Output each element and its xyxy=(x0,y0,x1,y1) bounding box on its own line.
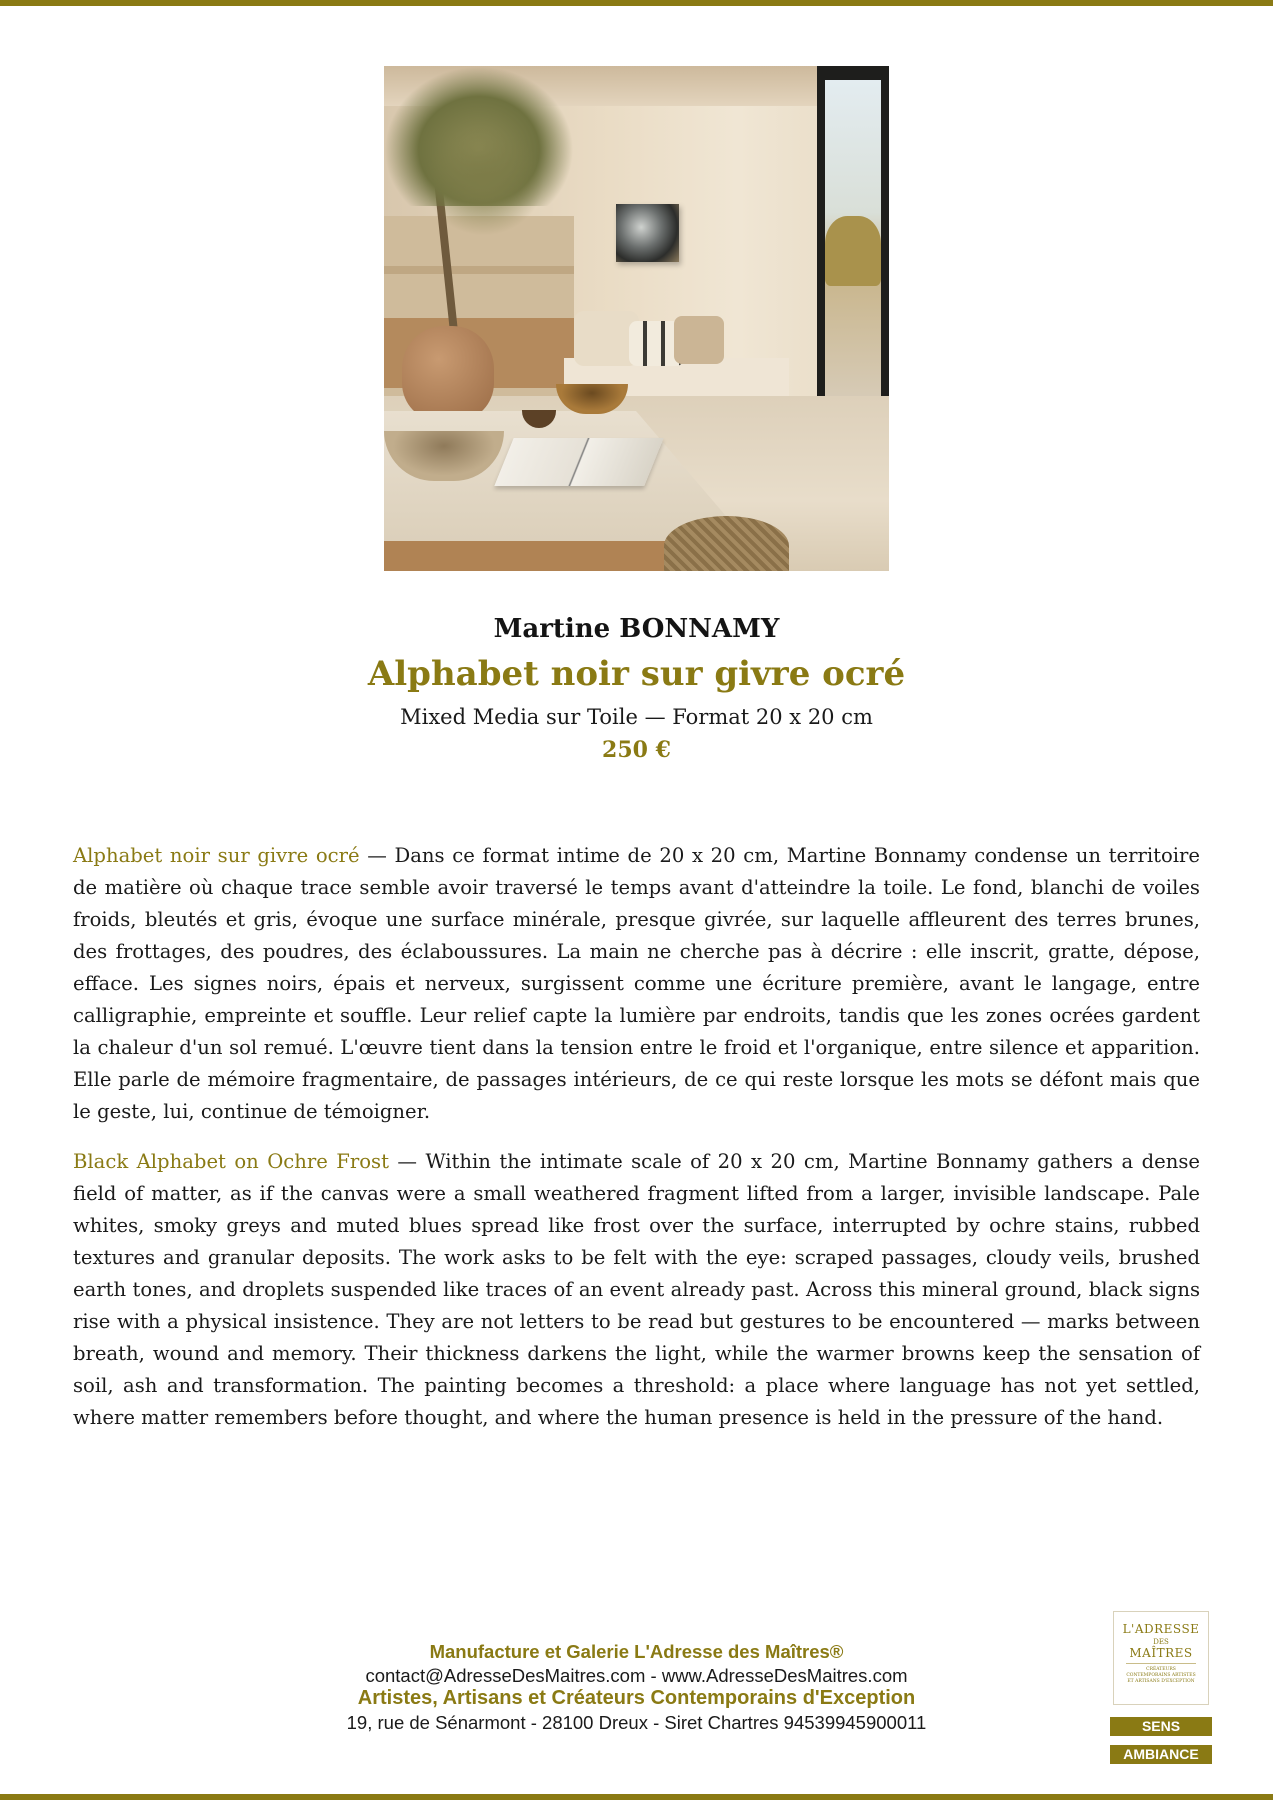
description-french xyxy=(73,840,1200,1128)
logo-divider xyxy=(1126,1663,1196,1664)
tag-sens: SENS xyxy=(1110,1717,1212,1736)
footer xyxy=(0,1640,1273,1734)
description-english xyxy=(73,1146,1200,1434)
footer-gallery-name: Manufacture et Galerie L'Adresse des Maîtres® xyxy=(429,1641,844,1662)
artwork-room-photo xyxy=(384,66,889,571)
top-border xyxy=(0,0,1273,6)
artwork-medium: Mixed Media sur Toile — Format 20 x 20 cm xyxy=(400,705,873,729)
gallery-logo xyxy=(1113,1611,1209,1705)
tag-ambiance: AMBIANCE xyxy=(1110,1745,1212,1764)
footer-contact[interactable]: contact@AdresseDesMaitres.com - www.AdresseDesMaitres.com xyxy=(365,1664,908,1686)
logo-line-4: CRÉATEURS CONTEMPORAINS ARTISTES ET ARTISANS D'EXCEPTION xyxy=(1126,1667,1196,1684)
footer-tagline: Artistes, Artisans et Créateurs Contemporains d'Exception xyxy=(357,1687,916,1709)
description-english-text: — Within the intimate scale of 20 x 20 cm, Martine Bonnamy gathers a dense field of matter, as if the canvas were a small weathered fragment lifted from a larger, invisible landscape. Pale whites, smoky greys and muted blues spread like frost over the surface, interrupted by ochre stains, rubbed textures and granular deposits. The work asks to be felt with the eye: scraped passages, cloudy veils, brushed earth tones, and droplets suspended like traces of an event already past. Across this mineral ground, black signs rise with a physical insistence. They are not letters to be read but gestures to be encountered — marks between breath, wound and memory. Their thickness darkens the light, while the warmer browns keep the sensation of soil, ash and transformation. The painting becomes a threshold: a place where language has not yet settled, where matter remembers before thought, and where the human presence is held in the pressure of the hand. xyxy=(73,1150,1200,1429)
artist-name: Martine BONNAMY xyxy=(493,614,780,644)
logo-line-3: MAÎTRES xyxy=(1129,1646,1193,1660)
logo-line-1: L'ADRESSE xyxy=(1122,1622,1200,1636)
artwork-on-wall xyxy=(616,204,679,262)
artwork-price: 250 € xyxy=(602,737,671,763)
description-english-lead: Black Alphabet on Ochre Frost xyxy=(73,1150,389,1173)
logo-line-2: DES xyxy=(1153,1638,1169,1646)
description-french-lead: Alphabet noir sur givre ocré xyxy=(73,844,360,867)
artwork-title: Alphabet noir sur givre ocré xyxy=(367,654,906,694)
bottom-border xyxy=(0,1794,1273,1800)
footer-address: 19, rue de Sénarmont - 28100 Dreux - Siret Chartres 94539945900011 xyxy=(346,1711,927,1733)
description-french-text: — Dans ce format intime de 20 x 20 cm, Martine Bonnamy condense un territoire de matière où chaque trace semble avoir traversé le temps avant d'atteindre la toile. Le fond, blanchi de voiles froids, bleutés et gris, évoque une surface minérale, presque givrée, sur laquelle affleurent des terres brunes, des frottages, des poudres, des éclaboussures. La main ne cherche pas à décrire : elle inscrit, gratte, dépose, efface. Les signes noirs, épais et nerveux, surgissent comme une écriture première, avant le langage, entre calligraphie, empreinte et souffle. Leur relief capte la lumière par endroits, tandis que les zones ocrées gardent la chaleur d'un sol remué. L'œuvre tient dans la tension entre le froid et l'organique, entre silence et apparition. Elle parle de mémoire fragmentaire, de passages intérieurs, de ce qui reste lorsque les mots se défont mais que le geste, lui, continue de témoigner. xyxy=(73,844,1200,1123)
